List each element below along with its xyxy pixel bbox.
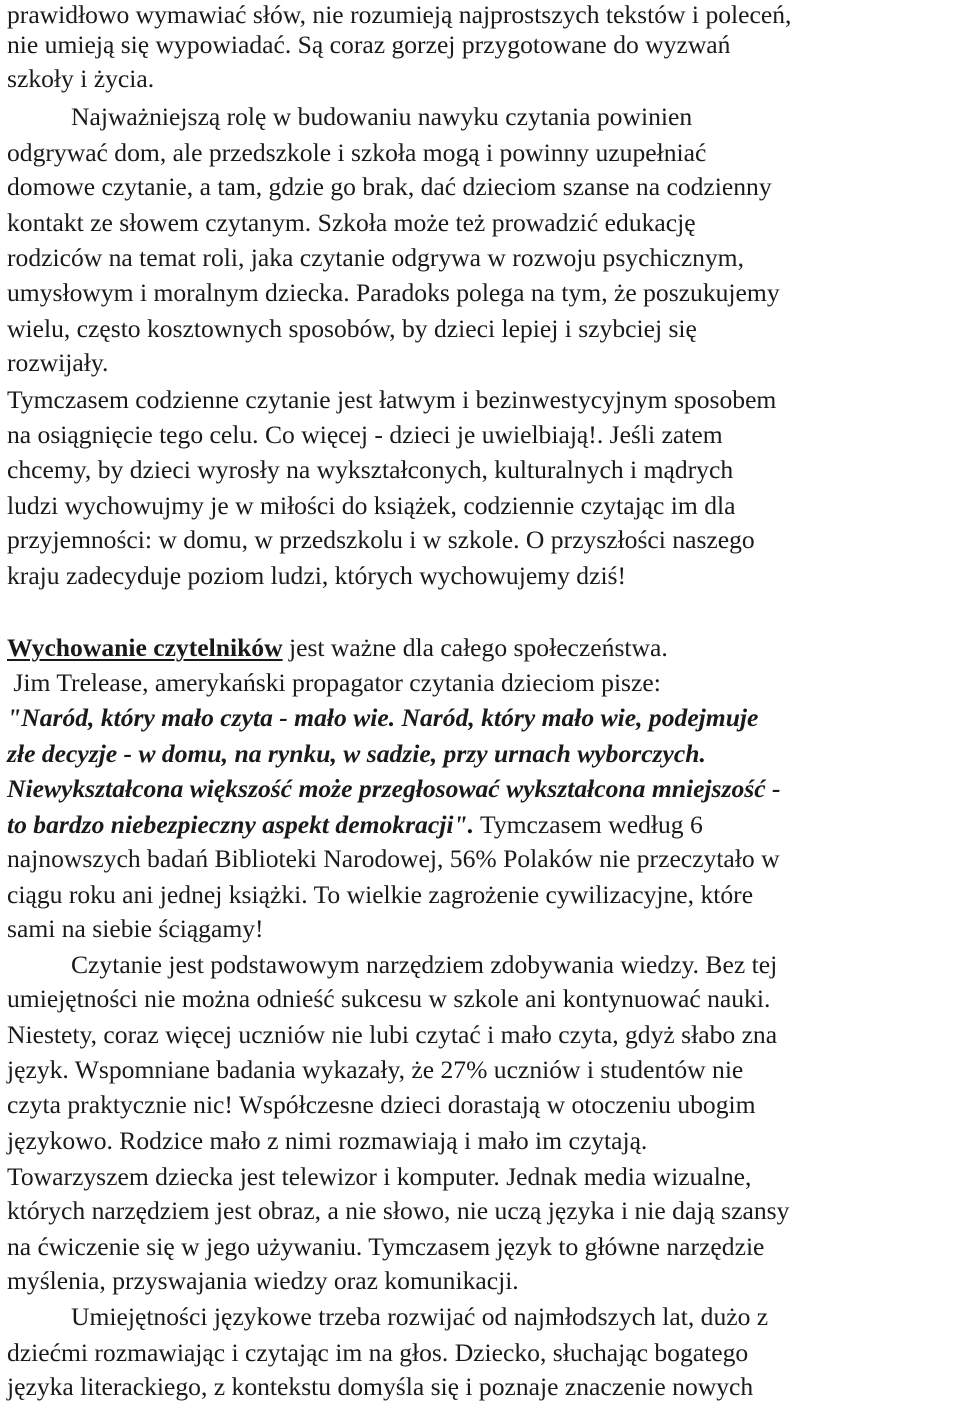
text-line xyxy=(7,278,780,312)
text-run: czyta praktycznie nic! Współczesne dzieci dorastają w otoczeniu ubogim xyxy=(7,1090,756,1119)
text-run: umiejętności nie można odnieść sukcesu w szkole ani kontynuować nauki. xyxy=(7,984,771,1013)
text-run: Tymczasem według 6 xyxy=(474,810,703,839)
text-line xyxy=(7,810,703,844)
text-line xyxy=(7,1302,768,1336)
text-run: prawidłowo wymawiać słów, nie rozumieją najprostszych tekstów i poleceń, xyxy=(7,0,792,29)
text-run: dziećmi rozmawiając i czytając im na głos. Dziecko, słuchając bogatego xyxy=(7,1338,749,1367)
text-line xyxy=(7,1020,777,1054)
text-run: których narzędziem jest obraz, a nie słowo, nie uczą języka i nie dają szansy xyxy=(7,1196,790,1225)
text-run: Jim Trelease, amerykański propagator czytania dzieciom pisze: xyxy=(7,668,661,697)
text-line xyxy=(7,30,730,64)
text-run: kraju zadecyduje poziom ludzi, których wychowujemy dziś! xyxy=(7,561,627,590)
text-line xyxy=(7,420,723,454)
text-run: język. Wspomniane badania wykazały, że 27% uczniów i studentów nie xyxy=(7,1055,744,1084)
text-run: kontakt ze słowem czytanym. Szkoła może też prowadzić edukację xyxy=(7,208,696,237)
text-run: wielu, często kosztownych sposobów, by dzieci lepiej i szybciej się xyxy=(7,314,697,343)
text-line xyxy=(7,1266,519,1300)
text-line xyxy=(7,385,776,419)
text-run: chcemy, by dzieci wyrosły na wykształconych, kulturalnych i mądrych xyxy=(7,455,734,484)
text-line xyxy=(7,1090,756,1124)
text-run: złe decyzje - w domu, na rynku, w sadzie, przy urnach wyborczych. xyxy=(7,739,706,768)
text-line xyxy=(7,172,772,206)
text-line xyxy=(7,950,777,984)
text-line xyxy=(7,1055,743,1089)
text-run: "Naród, który mało czyta - mało wie. Naród, który mało wie, podejmuje xyxy=(7,703,759,732)
text-line xyxy=(7,668,661,702)
text-run: Wychowanie czytelników xyxy=(7,633,283,662)
text-line xyxy=(7,774,781,808)
text-run: ciągu roku ani jednej książki. To wielkie zagrożenie cywilizacyjne, które xyxy=(7,880,754,909)
text-line xyxy=(7,703,758,737)
text-line xyxy=(7,844,780,878)
text-run: nie umieją się wypowiadać. Są coraz gorzej przygotowane do wyzwań xyxy=(7,30,731,59)
text-run: Niestety, coraz więcej uczniów nie lubi czytać i mało czyta, gdyż słabo zna xyxy=(7,1020,778,1049)
text-run: sami na siebie ściągamy! xyxy=(7,914,264,943)
text-line xyxy=(7,1338,748,1372)
text-line xyxy=(7,138,706,172)
text-line xyxy=(7,1372,753,1406)
text-line xyxy=(7,455,733,489)
text-run: rozwijały. xyxy=(7,348,109,377)
text-run: na ćwiczenie się w jego używaniu. Tymczasem język to główne narzędzie xyxy=(7,1232,765,1261)
text-run: Czytanie jest podstawowym narzędziem zdobywania wiedzy. Bez tej xyxy=(7,950,778,979)
text-line xyxy=(7,1126,647,1160)
text-run: Umiejętności językowe trzeba rozwijać od najmłodszych lat, dużo z xyxy=(7,1302,769,1331)
text-run: to bardzo niebezpieczny aspekt demokracji". xyxy=(7,810,475,839)
text-run: ludzi wychowujmy je w miłości do książek, codziennie czytając im dla xyxy=(7,491,736,520)
text-line xyxy=(7,1232,764,1266)
text-run: Niewykształcona większość może przegłosować wykształcona mniejszość - xyxy=(7,774,781,803)
text-line xyxy=(7,525,755,559)
text-line xyxy=(7,64,154,98)
text-run: Towarzyszem dziecka jest telewizor i komputer. Jednak media wizualne, xyxy=(7,1162,752,1191)
text-line xyxy=(7,491,736,525)
text-run: domowe czytanie, a tam, gdzie go brak, dać dzieciom szanse na codzienny xyxy=(7,172,772,201)
text-line xyxy=(7,1162,751,1196)
text-run: umysłowym i moralnym dziecka. Paradoks polega na tym, że poszukujemy xyxy=(7,278,780,307)
text-line xyxy=(7,243,744,277)
text-run: rodziców na temat roli, jaka czytanie odgrywa w rozwoju psychicznym, xyxy=(7,243,744,272)
text-line xyxy=(7,739,706,773)
text-line xyxy=(7,102,692,136)
text-run: jest ważne dla całego społeczeństwa. xyxy=(282,633,668,662)
text-line xyxy=(7,914,264,948)
text-line xyxy=(7,208,696,242)
text-run: na osiągnięcie tego celu. Co więcej - dzieci je uwielbiają!. Jeśli zatem xyxy=(7,420,723,449)
text-line xyxy=(7,984,770,1018)
text-run: językowo. Rodzice mało z nimi rozmawiają i mało im czytają. xyxy=(7,1126,648,1155)
text-line xyxy=(7,348,108,382)
text-run: języka literackiego, z kontekstu domyśla się i poznaje znaczenie nowych xyxy=(7,1372,754,1401)
text-run: przyjemności: w domu, w przedszkolu i w szkole. O przyszłości naszego xyxy=(7,525,755,554)
text-line xyxy=(7,633,668,667)
text-run: najnowszych badań Biblioteki Narodowej, 56% Polaków nie przeczytało w xyxy=(7,844,780,873)
text-run: Najważniejszą rolę w budowaniu nawyku czytania powinien xyxy=(7,102,693,131)
text-run: odgrywać dom, ale przedszkole i szkoła mogą i powinny uzupełniać xyxy=(7,138,707,167)
text-line xyxy=(7,314,697,348)
text-run: myślenia, przyswajania wiedzy oraz komunikacji. xyxy=(7,1266,519,1295)
text-line xyxy=(7,0,791,34)
text-run: szkoły i życia. xyxy=(7,64,155,93)
text-line xyxy=(7,1196,789,1230)
text-run: Tymczasem codzienne czytanie jest łatwym i bezinwestycyjnym sposobem xyxy=(7,385,777,414)
text-line xyxy=(7,561,626,595)
text-line xyxy=(7,880,753,914)
